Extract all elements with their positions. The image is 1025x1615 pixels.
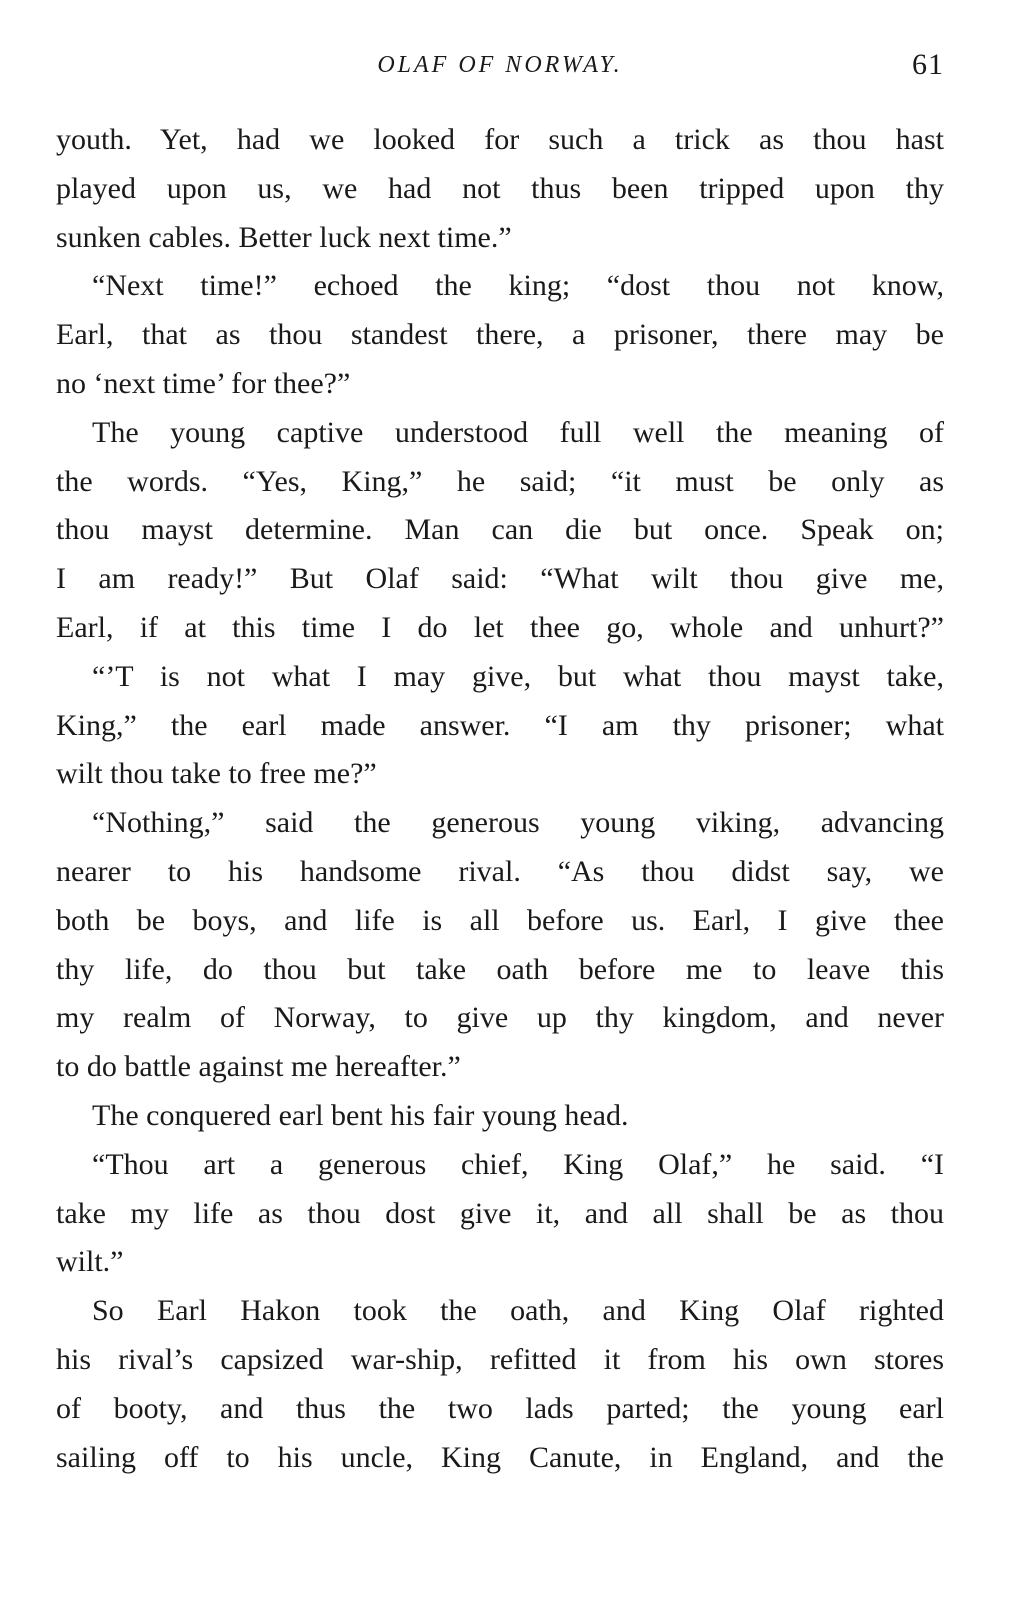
text-line: my realm of Norway, to give up thy kingdom, and never <box>56 1001 944 1035</box>
text-line: thou mayst determine. Man can die but once. Speak on; <box>56 513 944 547</box>
text-line: played upon us, we had not thus been tripped upon thy <box>56 171 944 205</box>
text-line: The young captive understood full well the meaning of <box>92 415 944 449</box>
text-line: thy life, do thou but take oath before me to leave this <box>56 952 944 986</box>
page-number: 61 <box>912 48 944 81</box>
text-line: Earl, if at this time I do let thee go, whole and unhurt?” <box>56 610 944 644</box>
text-line: “Next time!” echoed the king; “dost thou not know, <box>92 269 944 303</box>
text-line: the words. “Yes, King,” he said; “it must be only as <box>56 464 944 498</box>
text-line: So Earl Hakon took the oath, and King Olaf righted <box>92 1294 944 1328</box>
text-line: “Nothing,” said the generous young viking, advancing <box>92 806 944 840</box>
text-line: “Thou art a generous chief, King Olaf,” he said. “I <box>92 1147 944 1181</box>
text-line: both be boys, and life is all before us. Earl, I give thee <box>56 903 944 937</box>
text-line: of booty, and thus the two lads parted; the young earl <box>56 1391 944 1425</box>
text-line: take my life as thou dost give it, and all shall be as thou <box>56 1196 944 1230</box>
text-line: Earl, that as thou standest there, a prisoner, there may be <box>56 318 944 352</box>
running-head <box>56 48 944 88</box>
text-line: I am ready!” But Olaf said: “What wilt thou give me, <box>56 562 944 596</box>
text-line: wilt.” <box>56 1245 124 1279</box>
text-line: The conquered earl bent his fair young head. <box>92 1098 629 1132</box>
text-line: wilt thou take to free me?” <box>56 757 377 791</box>
text-line: no ‘next time’ for thee?” <box>56 366 351 400</box>
text-line: King,” the earl made answer. “I am thy prisoner; what <box>56 708 944 742</box>
text-line: “’T is not what I may give, but what thou mayst take, <box>92 659 944 693</box>
text-line: sunken cables. Better luck next time.” <box>56 220 512 254</box>
running-title: OLAF OF NORWAY. <box>377 52 623 78</box>
text-line: youth. Yet, had we looked for such a trick as thou hast <box>56 123 944 156</box>
text-line: nearer to his handsome rival. “As thou didst say, we <box>56 854 944 888</box>
text-line: to do battle against me hereafter.” <box>56 1050 461 1084</box>
text-line: his rival’s capsized war-ship, refitted it from his own stores <box>56 1342 944 1376</box>
text-line: sailing off to his uncle, King Canute, in England, and the <box>56 1440 944 1474</box>
body-text <box>56 116 944 1482</box>
